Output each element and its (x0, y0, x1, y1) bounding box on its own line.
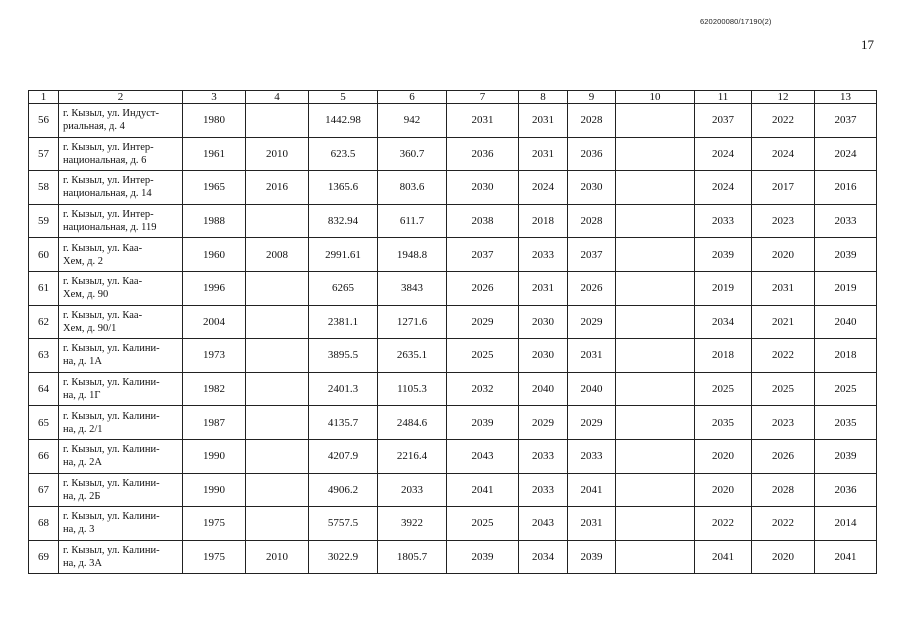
table-cell: 2039 (447, 406, 519, 440)
table-cell: 2037 (568, 238, 616, 272)
table-cell: 2635.1 (378, 339, 447, 373)
table-cell: 2991.61 (309, 238, 378, 272)
address-cell: г. Кызыл, ул. Интер- национальная, д. 14 (59, 171, 183, 205)
table-cell: 1105.3 (378, 372, 447, 406)
table-cell: 2034 (695, 305, 752, 339)
column-header-12: 12 (752, 91, 815, 104)
column-header-7: 7 (447, 91, 519, 104)
table-cell: 2020 (695, 473, 752, 507)
table-cell (616, 271, 695, 305)
table-cell: 2381.1 (309, 305, 378, 339)
table-cell: 611.7 (378, 204, 447, 238)
column-header-6: 6 (378, 91, 447, 104)
table-row (29, 406, 877, 440)
address-cell: г. Кызыл, ул. Каа- Хем, д. 90 (59, 271, 183, 305)
table-cell: 2023 (752, 204, 815, 238)
table-cell: 2030 (519, 305, 568, 339)
table-cell (246, 204, 309, 238)
table-cell: 1442.98 (309, 104, 378, 138)
table-cell: 1975 (183, 540, 246, 574)
table-cell: 2043 (519, 507, 568, 541)
table-cell: 2033 (519, 439, 568, 473)
row-number-cell: 69 (29, 540, 59, 574)
table-body (29, 104, 877, 574)
table-cell: 1805.7 (378, 540, 447, 574)
table-cell: 1961 (183, 137, 246, 171)
table-cell: 2018 (695, 339, 752, 373)
address-cell: г. Кызыл, ул. Калини- на, д. 3 (59, 507, 183, 541)
table-cell: 2041 (815, 540, 877, 574)
table-cell: 2016 (815, 171, 877, 205)
table-cell: 2014 (815, 507, 877, 541)
table-cell: 2024 (695, 171, 752, 205)
table-cell: 2484.6 (378, 406, 447, 440)
table-cell: 1365.6 (309, 171, 378, 205)
table-row (29, 238, 877, 272)
table-cell: 2022 (752, 339, 815, 373)
table-cell: 3922 (378, 507, 447, 541)
column-header-11: 11 (695, 91, 752, 104)
row-number-cell: 59 (29, 204, 59, 238)
table-cell: 2031 (752, 271, 815, 305)
table-cell: 2039 (695, 238, 752, 272)
table-cell: 1948.8 (378, 238, 447, 272)
table-cell: 2033 (378, 473, 447, 507)
table-cell: 623.5 (309, 137, 378, 171)
table-cell: 2040 (519, 372, 568, 406)
table-cell: 2031 (519, 137, 568, 171)
table-cell: 1965 (183, 171, 246, 205)
table-row (29, 104, 877, 138)
table-cell (246, 372, 309, 406)
table-cell: 2020 (752, 540, 815, 574)
table-cell: 2041 (695, 540, 752, 574)
table-cell: 2028 (568, 204, 616, 238)
column-header-2: 2 (59, 91, 183, 104)
page-number: 17 (861, 37, 874, 52)
table-cell: 2004 (183, 305, 246, 339)
table-cell: 2024 (815, 137, 877, 171)
table-cell: 1973 (183, 339, 246, 373)
table-cell (616, 204, 695, 238)
table-cell: 803.6 (378, 171, 447, 205)
column-header-5: 5 (309, 91, 378, 104)
address-cell: г. Кызыл, ул. Калини- на, д. 2А (59, 439, 183, 473)
table-cell (246, 473, 309, 507)
table-cell: 1988 (183, 204, 246, 238)
row-number-cell: 65 (29, 406, 59, 440)
column-header-9: 9 (568, 91, 616, 104)
table-cell: 2033 (519, 473, 568, 507)
table-cell: 6265 (309, 271, 378, 305)
table-cell (246, 507, 309, 541)
address-cell: г. Кызыл, ул. Калини- на, д. 1А (59, 339, 183, 373)
row-number-cell: 57 (29, 137, 59, 171)
row-number-cell: 62 (29, 305, 59, 339)
table-cell (616, 104, 695, 138)
address-cell: г. Кызыл, ул. Калини- на, д. 3А (59, 540, 183, 574)
table-cell: 1960 (183, 238, 246, 272)
table-cell: 2029 (568, 406, 616, 440)
table-cell (616, 171, 695, 205)
table-cell: 2036 (815, 473, 877, 507)
table-cell (616, 439, 695, 473)
table-cell: 2029 (568, 305, 616, 339)
table-cell: 2019 (695, 271, 752, 305)
table-cell: 2037 (447, 238, 519, 272)
column-header-8: 8 (519, 91, 568, 104)
table-cell: 2033 (568, 439, 616, 473)
data-table (28, 90, 877, 574)
table-cell: 4135.7 (309, 406, 378, 440)
table-row (29, 473, 877, 507)
table-cell: 2035 (815, 406, 877, 440)
table-cell: 1271.6 (378, 305, 447, 339)
table-cell: 2008 (246, 238, 309, 272)
table-cell: 2033 (815, 204, 877, 238)
table-row (29, 137, 877, 171)
address-cell: г. Кызыл, ул. Каа- Хем, д. 2 (59, 238, 183, 272)
table-cell: 2029 (447, 305, 519, 339)
address-cell: г. Кызыл, ул. Каа- Хем, д. 90/1 (59, 305, 183, 339)
table-cell: 2025 (752, 372, 815, 406)
table-cell: 832.94 (309, 204, 378, 238)
table-cell: 2026 (568, 271, 616, 305)
table-cell: 2032 (447, 372, 519, 406)
table-cell: 2036 (447, 137, 519, 171)
table-cell: 3895.5 (309, 339, 378, 373)
table-cell (246, 339, 309, 373)
table-cell: 2401.3 (309, 372, 378, 406)
table-cell: 4207.9 (309, 439, 378, 473)
header-row (29, 91, 877, 104)
table-cell (616, 137, 695, 171)
table-cell: 2023 (752, 406, 815, 440)
table-cell (616, 305, 695, 339)
table-row (29, 204, 877, 238)
row-number-cell: 68 (29, 507, 59, 541)
table-cell: 5757.5 (309, 507, 378, 541)
table-cell (616, 507, 695, 541)
table-cell: 2039 (568, 540, 616, 574)
table-cell: 2033 (695, 204, 752, 238)
table-cell: 2024 (695, 137, 752, 171)
table-cell: 3843 (378, 271, 447, 305)
table-cell: 2031 (447, 104, 519, 138)
row-number-cell: 61 (29, 271, 59, 305)
column-header-4: 4 (246, 91, 309, 104)
table-cell (246, 104, 309, 138)
table-cell: 2039 (815, 439, 877, 473)
address-cell: г. Кызыл, ул. Калини- на, д. 1Г (59, 372, 183, 406)
table-cell: 2025 (695, 372, 752, 406)
table-cell: 2030 (519, 339, 568, 373)
table-cell: 2030 (568, 171, 616, 205)
table-row (29, 439, 877, 473)
table-cell: 2026 (752, 439, 815, 473)
table-cell: 2040 (815, 305, 877, 339)
table-row (29, 305, 877, 339)
table-cell (246, 439, 309, 473)
table-cell (616, 473, 695, 507)
table-cell: 2031 (519, 271, 568, 305)
table-cell: 1982 (183, 372, 246, 406)
table-cell: 2036 (568, 137, 616, 171)
address-cell: г. Кызыл, ул. Интер- национальная, д. 6 (59, 137, 183, 171)
table-cell: 2024 (752, 137, 815, 171)
table-cell: 2039 (447, 540, 519, 574)
table-row (29, 507, 877, 541)
table-row (29, 540, 877, 574)
table-cell: 2030 (447, 171, 519, 205)
table-cell: 2031 (519, 104, 568, 138)
table-cell: 2019 (815, 271, 877, 305)
table-cell: 2031 (568, 339, 616, 373)
table-cell: 2029 (519, 406, 568, 440)
row-number-cell: 60 (29, 238, 59, 272)
table-cell: 2037 (695, 104, 752, 138)
table-cell: 2033 (519, 238, 568, 272)
table-cell: 2040 (568, 372, 616, 406)
table-cell: 2025 (815, 372, 877, 406)
table-cell (616, 540, 695, 574)
table-row (29, 271, 877, 305)
table-cell: 3022.9 (309, 540, 378, 574)
address-cell: г. Кызыл, ул. Калини- на, д. 2/1 (59, 406, 183, 440)
table-row (29, 339, 877, 373)
table-cell: 2043 (447, 439, 519, 473)
table-cell: 4906.2 (309, 473, 378, 507)
table-cell (246, 271, 309, 305)
table-cell: 2020 (695, 439, 752, 473)
table-cell (246, 305, 309, 339)
column-header-13: 13 (815, 91, 877, 104)
column-header-3: 3 (183, 91, 246, 104)
table-cell (616, 372, 695, 406)
table-cell: 360.7 (378, 137, 447, 171)
table-cell: 2018 (815, 339, 877, 373)
column-header-1: 1 (29, 91, 59, 104)
table-cell: 2022 (752, 104, 815, 138)
table-cell: 2022 (752, 507, 815, 541)
table-cell (616, 339, 695, 373)
table-cell (246, 406, 309, 440)
table-cell: 1990 (183, 473, 246, 507)
table-cell: 2038 (447, 204, 519, 238)
table-cell: 2028 (752, 473, 815, 507)
table-row (29, 372, 877, 406)
table-cell: 1975 (183, 507, 246, 541)
table-cell: 1996 (183, 271, 246, 305)
table-cell: 1980 (183, 104, 246, 138)
table-cell: 2028 (568, 104, 616, 138)
table-row (29, 171, 877, 205)
table-cell: 2017 (752, 171, 815, 205)
row-number-cell: 56 (29, 104, 59, 138)
table-cell: 2039 (815, 238, 877, 272)
address-cell: г. Кызыл, ул. Индуст- риальная, д. 4 (59, 104, 183, 138)
address-cell: г. Кызыл, ул. Калини- на, д. 2Б (59, 473, 183, 507)
table-cell: 2022 (695, 507, 752, 541)
table-cell: 2016 (246, 171, 309, 205)
table-cell: 1990 (183, 439, 246, 473)
table-cell: 2037 (815, 104, 877, 138)
table-cell: 942 (378, 104, 447, 138)
table-cell: 2041 (568, 473, 616, 507)
table-cell: 2034 (519, 540, 568, 574)
row-number-cell: 58 (29, 171, 59, 205)
table-cell: 2216.4 (378, 439, 447, 473)
document-id: 620200080/17190(2) (700, 17, 772, 26)
table-cell: 2031 (568, 507, 616, 541)
table-cell (616, 406, 695, 440)
table-cell: 2021 (752, 305, 815, 339)
row-number-cell: 66 (29, 439, 59, 473)
table-cell: 2026 (447, 271, 519, 305)
row-number-cell: 64 (29, 372, 59, 406)
table-cell: 2041 (447, 473, 519, 507)
row-number-cell: 63 (29, 339, 59, 373)
table-cell: 2025 (447, 507, 519, 541)
table-cell: 2010 (246, 540, 309, 574)
table-cell: 2024 (519, 171, 568, 205)
table-cell (616, 238, 695, 272)
row-number-cell: 67 (29, 473, 59, 507)
address-cell: г. Кызыл, ул. Интер- национальная, д. 119 (59, 204, 183, 238)
table-cell: 2010 (246, 137, 309, 171)
table-cell: 1987 (183, 406, 246, 440)
table-cell: 2035 (695, 406, 752, 440)
table-cell: 2020 (752, 238, 815, 272)
table-cell: 2018 (519, 204, 568, 238)
column-header-10: 10 (616, 91, 695, 104)
table-cell: 2025 (447, 339, 519, 373)
